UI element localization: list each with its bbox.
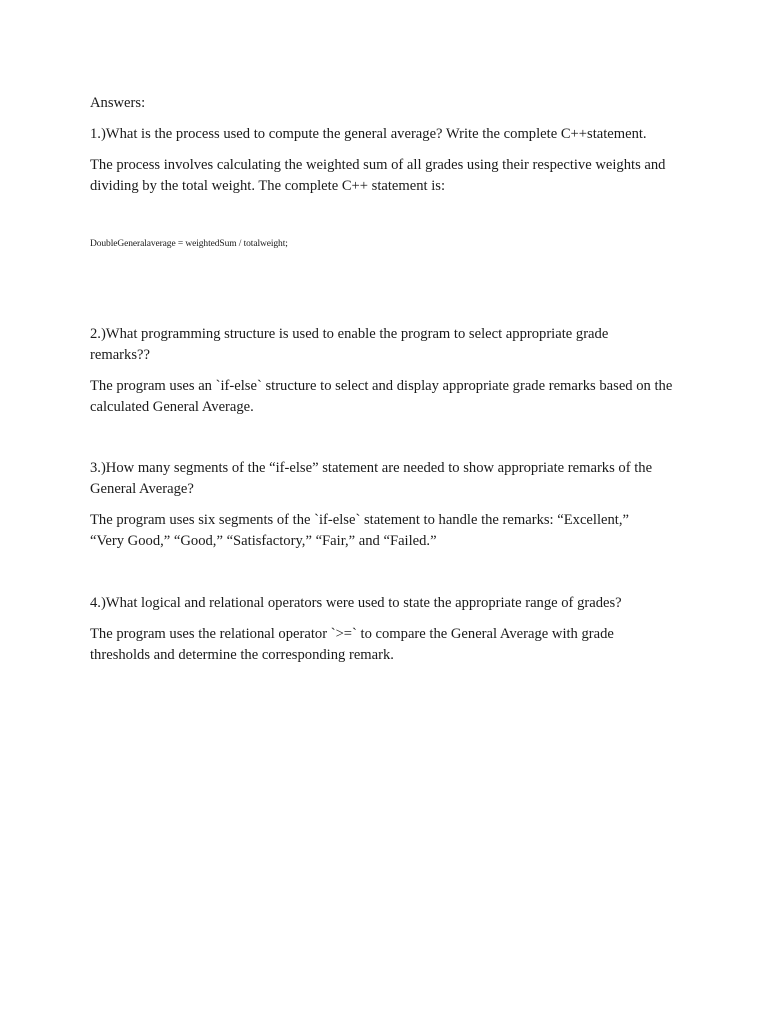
question-4: 4.)What logical and relational operators were used to state the appropriate range of grades? [90,595,622,611]
question-3: 3.)How many segments of the “if-else” statement are needed to show appropriate remarks of the General Average? [90,460,653,497]
answer-2: The program uses an `if-else` structure to select and display appropriate grade remarks based on the calculated General Average. [90,378,673,415]
answer-1: The process involves calculating the weighted sum of all grades using their respective weights and dividing by the total weight. The complete C++ statement is: [90,157,666,194]
question-2: 2.)What programming structure is used to enable the program to select appropriate grade remarks?? [90,326,609,363]
answer-4: The program uses the relational operator `>=` to compare the General Average with grade thresholds and determine the corresponding remark. [90,626,614,663]
code-statement: DoubleGeneralaverage = weightedSum / totalweight; [90,239,288,249]
answers-heading: Answers: [90,95,146,111]
answer-3: The program uses six segments of the `if-else` statement to handle the remarks: “Excellent,” “Very Good,” “Good,” “Satisfactory,” “Fair,” and “Failed.” [90,512,629,549]
question-1: 1.)What is the process used to compute the general average? Write the complete C++statement. [90,126,647,142]
